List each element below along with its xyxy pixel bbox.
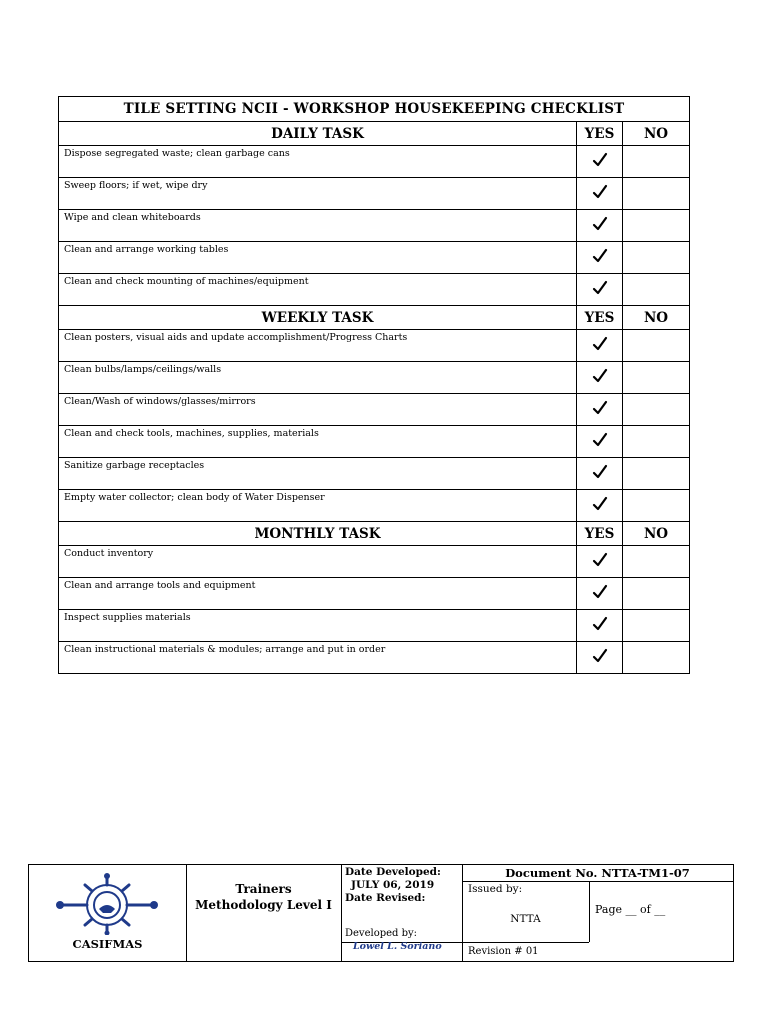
yes-checkbox-cell[interactable]: [577, 490, 623, 522]
no-column-header: NO: [623, 306, 690, 330]
date-developed-value: JULY 06, 2019: [351, 879, 435, 891]
checklist-body: [59, 122, 690, 674]
no-checkbox-cell[interactable]: [623, 178, 690, 210]
issued-by-cell: [462, 881, 589, 942]
checkmark-icon: [592, 216, 608, 232]
issued-by-label: Issued by:: [468, 883, 523, 895]
task-description: Clean bulbs/lamps/ceilings/walls: [59, 362, 577, 394]
no-checkbox-cell[interactable]: [623, 426, 690, 458]
yes-checkbox-cell[interactable]: [577, 394, 623, 426]
task-description: Empty water collector; clean body of Water Dispenser: [59, 490, 577, 522]
casifmas-logo-icon: [44, 873, 170, 935]
task-description: Clean and arrange tools and equipment: [59, 578, 577, 610]
task-row: [59, 642, 690, 674]
page-number-text: Page __ of __: [595, 903, 666, 916]
checkmark-icon: [592, 584, 608, 600]
yes-checkbox-cell[interactable]: [577, 578, 623, 610]
yes-column-header: YES: [577, 122, 623, 146]
yes-checkbox-cell[interactable]: [577, 610, 623, 642]
org-name: CASIFMAS: [72, 937, 143, 951]
checkmark-icon: [592, 184, 608, 200]
course-title-cell: [186, 865, 341, 961]
daily-section-header: [59, 122, 690, 146]
task-description: Inspect supplies materials: [59, 610, 577, 642]
no-checkbox-cell[interactable]: [623, 578, 690, 610]
yes-checkbox-cell[interactable]: [577, 362, 623, 394]
task-row: [59, 458, 690, 490]
yes-checkbox-cell[interactable]: [577, 546, 623, 578]
course-title-line1: Trainers: [235, 882, 292, 896]
issuer-name: NTTA: [510, 913, 541, 925]
no-checkbox-cell[interactable]: [623, 610, 690, 642]
date-revised-label: Date Revised:: [345, 892, 426, 904]
task-description: Clean and check tools, machines, supplies, materials: [59, 426, 577, 458]
daily-task-header: DAILY TASK: [59, 122, 577, 146]
task-description: Clean and check mounting of machines/equipment: [59, 274, 577, 306]
yes-column-header: YES: [577, 306, 623, 330]
checkmark-icon: [592, 648, 608, 664]
weekly-task-header: WEEKLY TASK: [59, 306, 577, 330]
task-description: Clean/Wash of windows/glasses/mirrors: [59, 394, 577, 426]
no-checkbox-cell[interactable]: [623, 458, 690, 490]
no-checkbox-cell[interactable]: [623, 210, 690, 242]
task-row: [59, 330, 690, 362]
task-description: Wipe and clean whiteboards: [59, 210, 577, 242]
task-row: [59, 146, 690, 178]
no-column-header: NO: [623, 522, 690, 546]
no-checkbox-cell[interactable]: [623, 274, 690, 306]
task-row: [59, 274, 690, 306]
yes-checkbox-cell[interactable]: [577, 242, 623, 274]
document-number: Document No. NTTA-TM1-07: [505, 866, 690, 880]
task-description: Sweep floors; if wet, wipe dry: [59, 178, 577, 210]
yes-checkbox-cell[interactable]: [577, 274, 623, 306]
task-description: Dispose segregated waste; clean garbage cans: [59, 146, 577, 178]
revision-text: Revision # 01: [468, 946, 539, 957]
task-row: [59, 490, 690, 522]
no-column-header: NO: [623, 122, 690, 146]
monthly-section-header: [59, 522, 690, 546]
yes-checkbox-cell[interactable]: [577, 458, 623, 490]
task-row: [59, 210, 690, 242]
logo-cell: [29, 865, 186, 961]
no-checkbox-cell[interactable]: [623, 242, 690, 274]
checkmark-icon: [592, 464, 608, 480]
task-row: [59, 578, 690, 610]
no-checkbox-cell[interactable]: [623, 362, 690, 394]
checkmark-icon: [592, 280, 608, 296]
housekeeping-checklist-table: [58, 96, 690, 674]
task-row: [59, 178, 690, 210]
no-checkbox-cell[interactable]: [623, 642, 690, 674]
monthly-task-header: MONTHLY TASK: [59, 522, 577, 546]
yes-checkbox-cell[interactable]: [577, 178, 623, 210]
task-row: [59, 610, 690, 642]
task-description: Conduct inventory: [59, 546, 577, 578]
no-checkbox-cell[interactable]: [623, 330, 690, 362]
task-description: Clean and arrange working tables: [59, 242, 577, 274]
yes-column-header: YES: [577, 522, 623, 546]
checkmark-icon: [592, 400, 608, 416]
weekly-section-header: [59, 306, 690, 330]
checkmark-icon: [592, 616, 608, 632]
developed-by-cell: [341, 928, 462, 961]
checkmark-icon: [592, 552, 608, 568]
task-row: [59, 546, 690, 578]
yes-checkbox-cell[interactable]: [577, 210, 623, 242]
yes-checkbox-cell[interactable]: [577, 146, 623, 178]
task-description: Clean instructional materials & modules; arrange and put in order: [59, 642, 577, 674]
yes-checkbox-cell[interactable]: [577, 426, 623, 458]
page-number-cell: [589, 881, 733, 942]
developer-name: Lowel L. Soriano: [353, 941, 442, 952]
task-row: [59, 394, 690, 426]
checkmark-icon: [592, 368, 608, 384]
checkmark-icon: [592, 432, 608, 448]
no-checkbox-cell[interactable]: [623, 546, 690, 578]
course-title-line2: Methodology Level I: [195, 898, 332, 912]
no-checkbox-cell[interactable]: [623, 146, 690, 178]
no-checkbox-cell[interactable]: [623, 394, 690, 426]
yes-checkbox-cell[interactable]: [577, 642, 623, 674]
yes-checkbox-cell[interactable]: [577, 330, 623, 362]
checkmark-icon: [592, 336, 608, 352]
developed-by-label: Developed by:: [345, 928, 418, 939]
task-row: [59, 242, 690, 274]
no-checkbox-cell[interactable]: [623, 490, 690, 522]
checkmark-icon: [592, 496, 608, 512]
checklist-title: TILE SETTING NCII - WORKSHOP HOUSEKEEPING CHECKLIST: [59, 97, 690, 122]
task-description: Clean posters, visual aids and update accomplishment/Progress Charts: [59, 330, 577, 362]
task-row: [59, 362, 690, 394]
date-developed-label: Date Developed:: [345, 866, 441, 878]
task-description: Sanitize garbage receptacles: [59, 458, 577, 490]
checkmark-icon: [592, 248, 608, 264]
revision-cell: [462, 942, 589, 961]
checkmark-icon: [592, 152, 608, 168]
task-row: [59, 426, 690, 458]
document-footer: [28, 864, 734, 962]
